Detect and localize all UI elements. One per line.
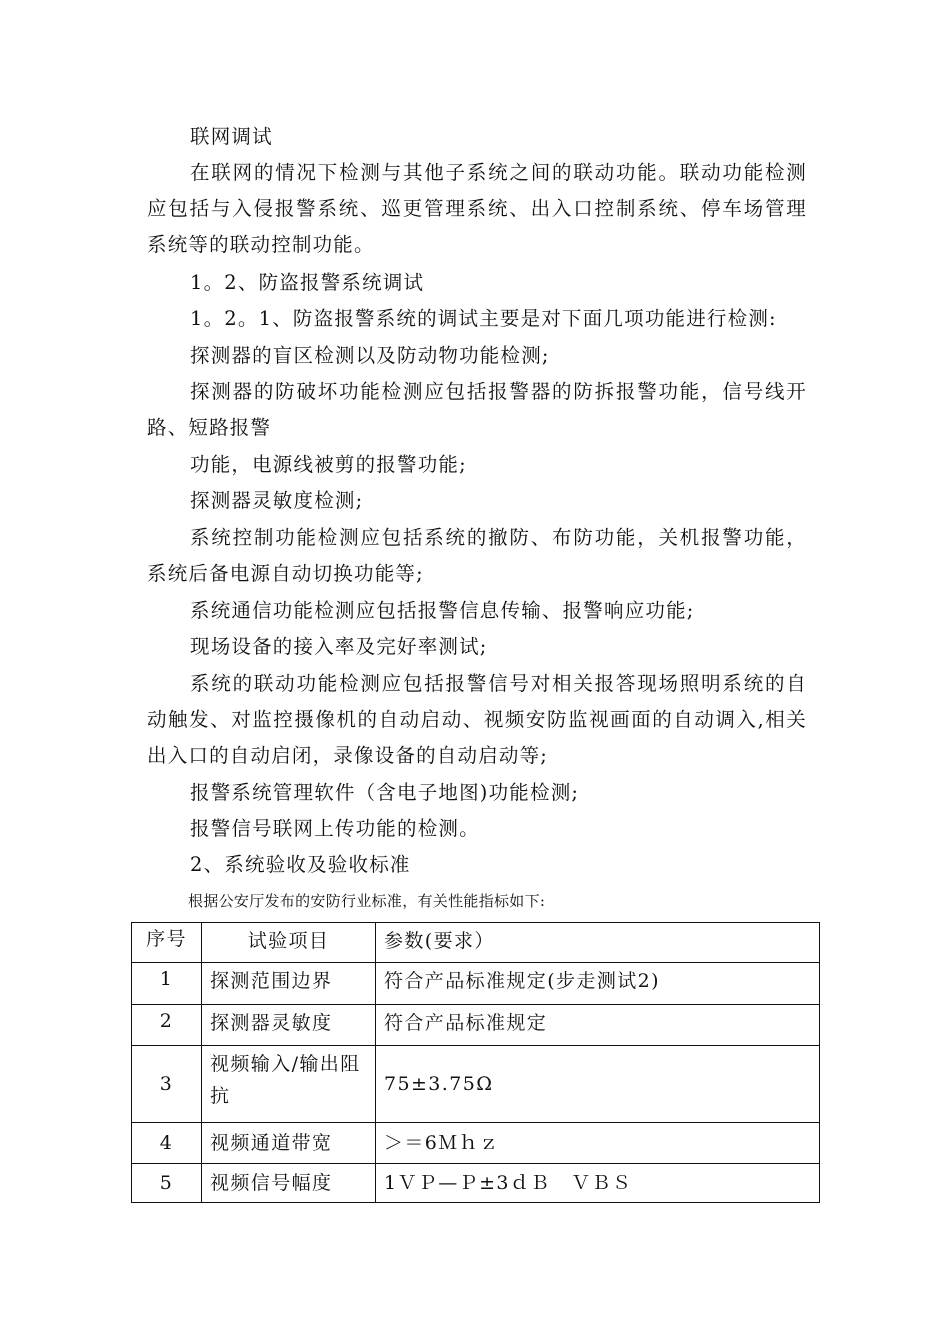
paragraph-system-control: 系统控制功能检测应包括系统的撤防、布防功能，关机报警功能，系统后备电源自动切换功能等; bbox=[147, 526, 807, 585]
header-index: 序号 bbox=[132, 923, 202, 963]
cell-item: 视频通道带宽 bbox=[202, 1123, 376, 1164]
paragraph-communication: 系统通信功能检测应包括报警信息传输、报警响应功能; bbox=[190, 599, 695, 622]
header-param: 参数(要求） bbox=[376, 923, 820, 963]
paragraph-blind-zone: 探测器的盲区检测以及防动物功能检测; bbox=[190, 344, 550, 367]
paragraph-software: 报警系统管理软件（含电子地图)功能检测; bbox=[190, 781, 580, 804]
cell-index: 1 bbox=[132, 963, 202, 1005]
paragraph-tamper: 探测器的防破坏功能检测应包括报警器的防拆报警功能，信号线开路、短路报警 bbox=[147, 380, 807, 439]
cell-index: 2 bbox=[132, 1005, 202, 1046]
heading-network-debug: 联网调试 bbox=[190, 125, 273, 148]
cell-item: 视频信号幅度 bbox=[202, 1164, 376, 1203]
heading-alarm-debug: 1。2、防盗报警系统调试 bbox=[190, 271, 425, 294]
cell-param: 符合产品标准规定(步走测试2) bbox=[376, 963, 820, 1005]
cell-item: 视频输入/输出阻抗 bbox=[202, 1046, 376, 1123]
cell-param: 1ＶＰ—Ｐ±3ｄＢ ＶＢＳ bbox=[376, 1164, 820, 1203]
table-row bbox=[132, 963, 820, 1005]
table-row bbox=[132, 1005, 820, 1046]
cell-param: 75±3.75Ω bbox=[376, 1046, 820, 1123]
cell-index: 5 bbox=[132, 1164, 202, 1203]
paragraph-sensitivity: 探测器灵敏度检测; bbox=[190, 489, 364, 512]
table-header-row bbox=[132, 923, 820, 963]
paragraph-network-linkage: 在联网的情况下检测与其他子系统之间的联动功能。联动功能检测应包括与入侵报警系统、巡更管理系统、出入口控制系统、停车场管理系统等的联动控制功能。 bbox=[147, 161, 807, 256]
cell-param: 符合产品标准规定 bbox=[376, 1005, 820, 1046]
cell-index: 4 bbox=[132, 1123, 202, 1164]
paragraph-power-cut: 功能，电源线被剪的报警功能; bbox=[190, 453, 467, 476]
header-item: 试验项目 bbox=[202, 923, 376, 963]
spec-table bbox=[131, 922, 820, 1203]
table-row bbox=[132, 1164, 820, 1203]
table-caption: 根据公安厅发布的安防行业标准，有关性能指标如下: bbox=[188, 892, 546, 910]
cell-item: 探测范围边界 bbox=[202, 963, 376, 1005]
cell-param: ＞＝6Ｍｈｚ bbox=[376, 1123, 820, 1164]
table-row bbox=[132, 1046, 820, 1123]
paragraph-upload: 报警信号联网上传功能的检测。 bbox=[190, 817, 480, 840]
cell-item: 探测器灵敏度 bbox=[202, 1005, 376, 1046]
paragraph-access-rate: 现场设备的接入率及完好率测试; bbox=[190, 635, 488, 658]
table-row bbox=[132, 1123, 820, 1164]
heading-acceptance: 2、系统验收及验收标准 bbox=[190, 853, 411, 876]
paragraph-linkage: 系统的联动功能检测应包括报警信号对相关报答现场照明系统的自动触发、对监控摄像机的自动启动、视频安防监视画面的自动调入,相关出入口的自动启闭，录像设备的自动启动等; bbox=[147, 672, 807, 767]
paragraph-alarm-debug-intro: 1。2。1、防盗报警系统的调试主要是对下面几项功能进行检测: bbox=[190, 307, 777, 330]
cell-index: 3 bbox=[132, 1046, 202, 1123]
